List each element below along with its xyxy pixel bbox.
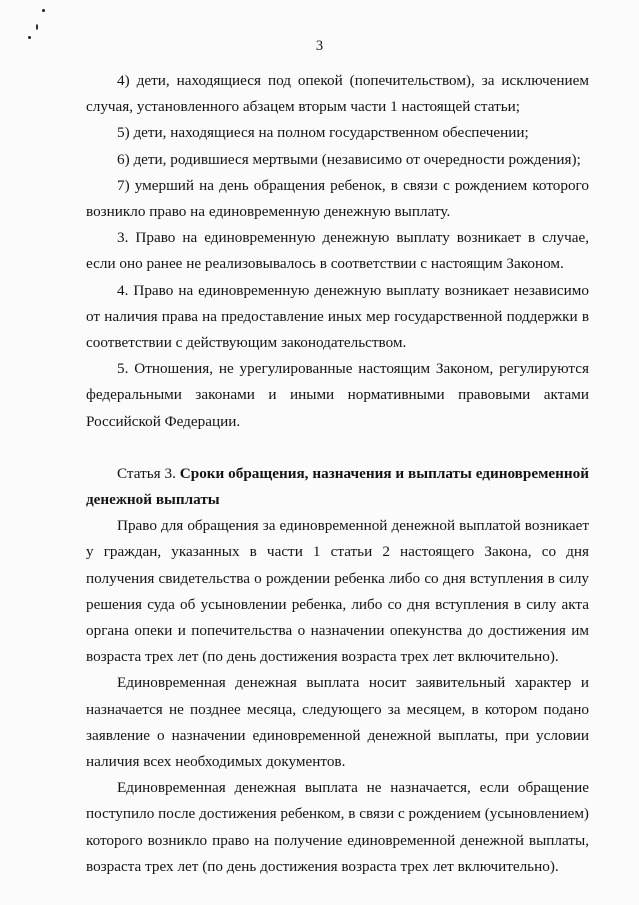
paragraph: 7) умерший на день обращения ребенок, в связи с рождением которого возникло право на единовременную денежную выплату. [86, 176, 589, 221]
paragraph: 4) дети, находящиеся под опекой (попечительством), за исключением случая, установленного абзацем вторым части 1 настоящей статьи; [86, 72, 589, 116]
paragraph: 5) дети, находящиеся на полном государственном обеспечении; [117, 124, 529, 142]
paragraph: Право для обращения за единовременной денежной выплатой возникает у граждан, указанных в части 1 статьи 2 настоящего Закона, со дня получения свидетельства о рождении ребенка либо со дня вступления в силу решения суда об усыновлении ребенка, либо со дня вступления в силу акта органа опеки и попечительства о назначении опекунства до достижения им возраста трех лет (по день достижения возраста трех лет включительно). [86, 517, 589, 666]
article-title: Сроки обращения, назначения и выплаты единовременной денежной выплаты [86, 464, 589, 509]
paragraph: 4. Право на единовременную денежную выплату возникает независимо от наличия права на предоставление иных мер государственной поддержки в соответствии с действующим законодательством. [86, 281, 589, 352]
section-gap [86, 435, 589, 461]
scan-speck [42, 9, 45, 12]
article-heading [86, 461, 589, 513]
paragraph: Единовременная денежная выплата носит заявительный характер и назначается не позднее месяца, следующего за месяцем, в котором подано заявление о назначении единовременной денежной выплаты, при условии наличия всех необходимых документов. [86, 674, 589, 771]
document-body [86, 68, 589, 880]
article-prefix: Статья 3. [117, 464, 176, 482]
page-number: 3 [315, 38, 324, 54]
scan-speck [36, 24, 38, 30]
paragraph: Единовременная денежная выплата не назначается, если обращение поступило после достижения ребенком, в связи с рождением (усыновлением) которого возникло право на получение единовременной денежной выплаты, возраста трех лет (по день достижения возраста трех лет включительно). [86, 779, 589, 875]
paragraph: 6) дети, родившиеся мертвыми (независимо от очередности рождения); [117, 150, 581, 168]
paragraph: 5. Отношения, не урегулированные настоящим Законом, регулируются федеральными законами и иными нормативными правовыми актами Российской Федерации. [86, 360, 589, 430]
paragraph: 3. Право на единовременную денежную выплату возникает в случае, если оно ранее не реализовывалось в соответствии с настоящим Законом. [86, 229, 589, 273]
